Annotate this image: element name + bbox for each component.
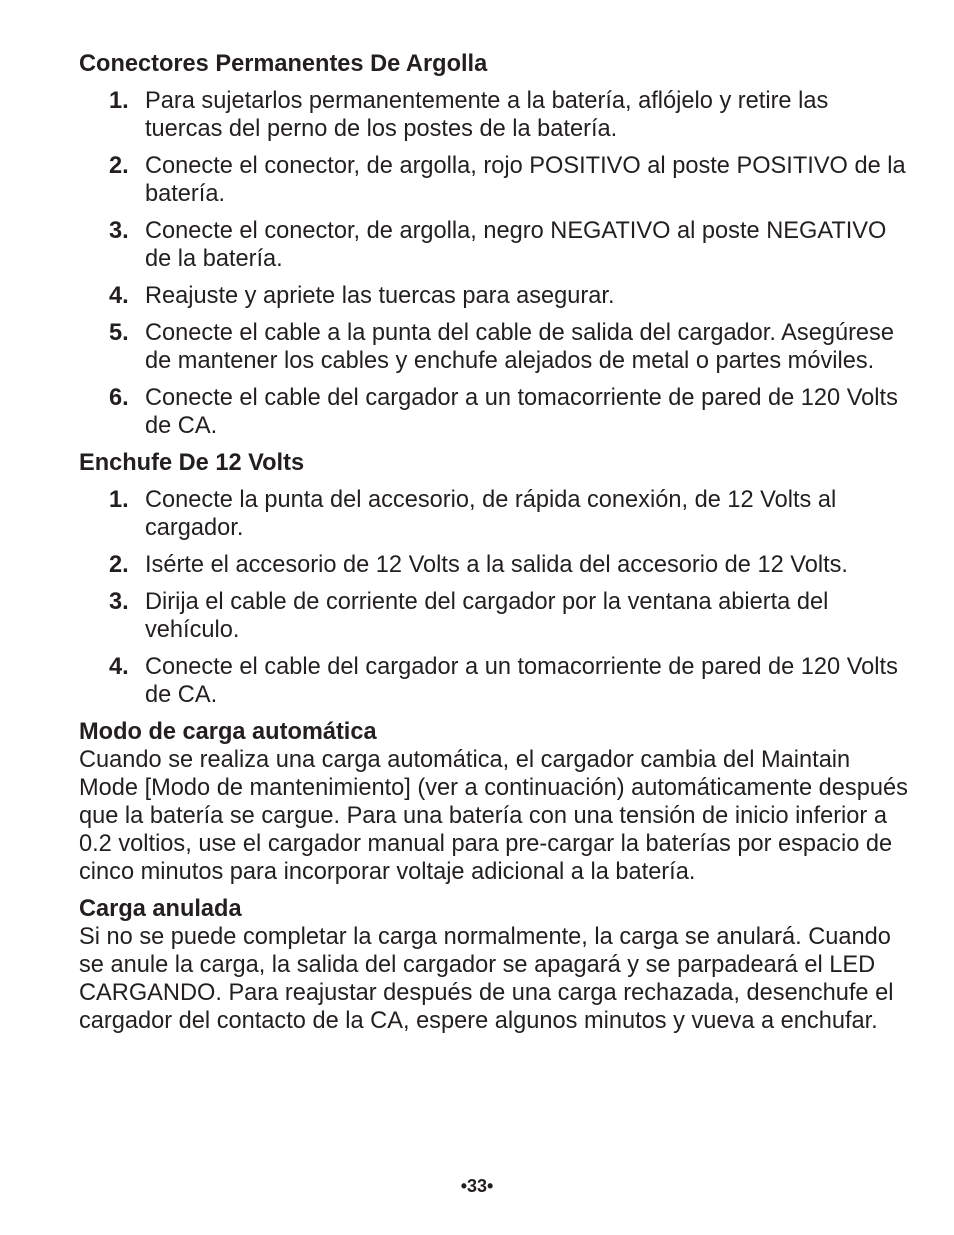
steps-list — [79, 486, 909, 709]
list-item — [79, 486, 909, 542]
step-text: Conecte el cable del cargador a un tomacorriente de pared de 120 Volts de CA. — [145, 385, 898, 439]
section-charge-aborted — [79, 895, 909, 1035]
section-paragraph: Cuando se realiza una carga automática, el cargador cambia del Maintain Mode [Modo de mantenimiento] (ver a continuación) automáticamente después que la batería se cargue. Para una batería con una tensión de inicio inferior a 0.2 voltios, use el cargador manual para pre-cargar la baterías por espacio de cinco minutos para incorporar voltaje adicional a la batería. — [79, 747, 908, 885]
step-text: Conecte el cable del cargador a un tomacorriente de pared de 120 Volts de CA. — [145, 654, 898, 708]
page-number: •33• — [460, 1176, 494, 1196]
step-text: Dirija el cable de corriente del cargador por la ventana abierta del vehículo. — [145, 589, 829, 643]
section-heading: Conectores Permanentes De Argolla — [79, 51, 488, 77]
step-text: Conecte el conector, de argolla, rojo POSITIVO al poste POSITIVO de la batería. — [145, 153, 906, 207]
section-heading: Modo de carga automática — [79, 719, 377, 745]
step-number: 6. — [109, 385, 129, 411]
steps-list — [79, 87, 909, 440]
list-item — [79, 551, 909, 579]
section-automatic-charge-mode — [79, 718, 909, 886]
step-text: Conecte el conector, de argolla, negro NEGATIVO al poste NEGATIVO de la batería. — [145, 218, 887, 272]
step-number: 3. — [109, 218, 129, 244]
list-item — [79, 384, 909, 440]
document-page — [79, 50, 909, 1044]
step-number: 4. — [109, 283, 129, 309]
list-item — [79, 319, 909, 375]
section-paragraph: Si no se puede completar la carga normalmente, la carga se anulará. Cuando se anule la carga, la salida del cargador se apagará y se parpadeará el LED CARGANDO. Para reajustar después de una carga rechazada, desenchufe el cargador del contacto de la CA, espere algunos minutos y vueva a enchufar. — [79, 924, 894, 1034]
step-text: Conecte la punta del accesorio, de rápida conexión, de 12 Volts al cargador. — [145, 487, 837, 541]
step-text: Isérte el accesorio de 12 Volts a la salida del accesorio de 12 Volts. — [145, 552, 848, 578]
section-12-volt-plug — [79, 449, 909, 709]
list-item — [79, 152, 909, 208]
step-number: 2. — [109, 153, 129, 179]
list-item — [79, 588, 909, 644]
list-item — [79, 87, 909, 143]
list-item — [79, 217, 909, 273]
step-number: 1. — [109, 88, 129, 114]
list-item — [79, 653, 909, 709]
section-permanent-ring-connectors — [79, 50, 909, 440]
section-heading: Enchufe De 12 Volts — [79, 450, 305, 476]
step-text: Para sujetarlos permanentemente a la batería, aflójelo y retire las tuercas del perno de los postes de la batería. — [145, 88, 829, 142]
step-number: 5. — [109, 320, 129, 346]
list-item — [79, 282, 909, 310]
step-number: 1. — [109, 487, 129, 513]
step-number: 4. — [109, 654, 129, 680]
section-heading: Carga anulada — [79, 896, 242, 922]
step-text: Reajuste y apriete las tuercas para asegurar. — [145, 283, 615, 309]
step-text: Conecte el cable a la punta del cable de salida del cargador. Asegúrese de mantener los cables y enchufe alejados de metal o partes móviles. — [145, 320, 894, 374]
step-number: 2. — [109, 552, 129, 578]
step-number: 3. — [109, 589, 129, 615]
